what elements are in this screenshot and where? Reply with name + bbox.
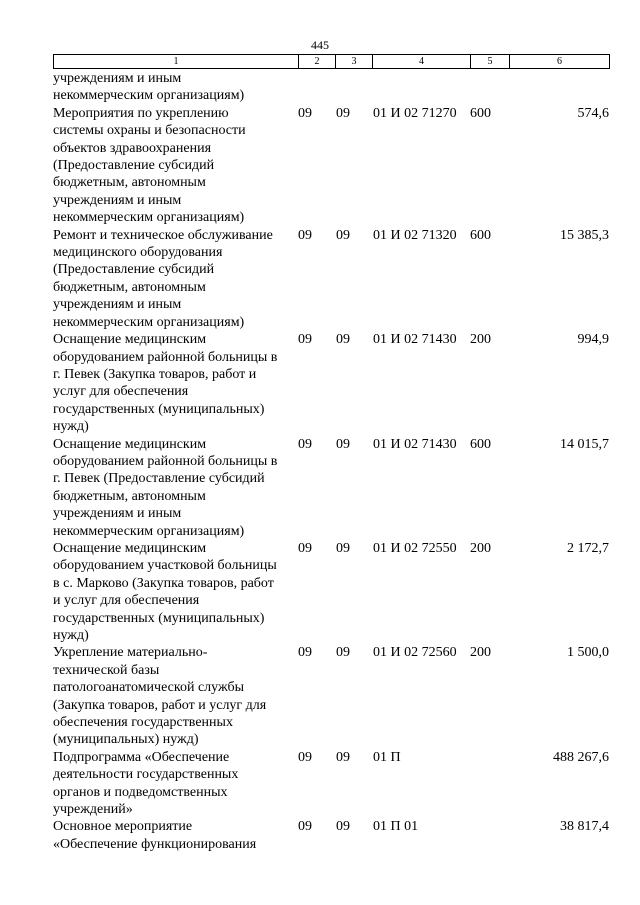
row-section: 09 — [298, 332, 312, 348]
row-amount: 574,6 — [577, 105, 609, 121]
row-section: 09 — [298, 227, 312, 243]
row-subsection: 09 — [336, 645, 350, 661]
row-section: 09 — [298, 819, 312, 835]
row-name: Основное мероприятие «Обеспечение функционирования — [53, 819, 257, 852]
row-section: 09 — [298, 540, 312, 556]
column-header-1: 1 — [54, 55, 299, 69]
row-section: 09 — [298, 105, 312, 121]
table-row — [53, 70, 609, 105]
row-amount: 15 385,3 — [560, 227, 609, 243]
row-amount: 488 267,6 — [553, 749, 609, 765]
row-target-code: 01 И 02 71430 — [373, 436, 457, 452]
row-expense-type: 600 — [470, 436, 491, 452]
row-target-code: 01 П 01 — [373, 819, 419, 835]
row-subsection: 09 — [336, 540, 350, 556]
row-target-code: 01 И 02 71320 — [373, 227, 457, 243]
row-subsection: 09 — [336, 819, 350, 835]
row-expense-type: 200 — [470, 645, 491, 661]
row-subsection: 09 — [336, 105, 350, 121]
row-expense-type: 600 — [470, 227, 491, 243]
row-amount: 38 817,4 — [560, 819, 609, 835]
column-header-6: 6 — [510, 55, 610, 69]
row-target-code: 01 И 02 72550 — [373, 540, 457, 556]
row-subsection: 09 — [336, 749, 350, 765]
row-amount: 1 500,0 — [567, 645, 609, 661]
page-number: 445 — [311, 38, 329, 52]
row-section: 09 — [298, 436, 312, 452]
row-amount: 14 015,7 — [560, 436, 609, 452]
row-target-code: 01 И 02 71430 — [373, 332, 457, 348]
table-row — [53, 227, 609, 331]
table-row — [53, 749, 609, 819]
row-expense-type: 600 — [470, 105, 491, 121]
table-row — [53, 540, 609, 644]
row-subsection: 09 — [336, 436, 350, 452]
row-target-code: 01 И 02 71270 — [373, 105, 457, 121]
row-name: Оснащение медицинским оборудованием участковой больницы в с. Марково (Закупка товаров, работ и услуг для обеспечения государственных (муниципальных) нужд) — [53, 540, 277, 643]
row-target-code: 01 П — [373, 749, 401, 765]
row-expense-type: 200 — [470, 540, 491, 556]
column-header-table — [53, 54, 610, 69]
row-target-code: 01 И 02 72560 — [373, 645, 457, 661]
row-name: Подпрограмма «Обеспечение деятельности государственных органов и подведомственных учреждений» — [53, 749, 239, 818]
row-expense-type: 200 — [470, 332, 491, 348]
row-amount: 2 172,7 — [567, 540, 609, 556]
column-header-5: 5 — [471, 55, 510, 69]
column-header-2: 2 — [299, 55, 336, 69]
row-name: Укрепление материально- технической базы патологоанатомической службы (Закупка товаров, работ и услуг для обеспечения государственных (муниципальных) нужд) — [53, 645, 267, 748]
table-row — [53, 818, 609, 853]
row-name: Оснащение медицинским оборудованием районной больницы в г. Певек (Закупка товаров, работ и услуг для обеспечения государственных (муниципальных) нужд) — [53, 332, 278, 435]
row-section: 09 — [298, 749, 312, 765]
row-name: Мероприятия по укреплению системы охраны и безопасности объектов здравоохранения (Предоставление субсидий бюджетным, автономным учреждениям и иным некоммерческим организациям) — [53, 105, 246, 226]
table-row — [53, 331, 609, 435]
table-row — [53, 644, 609, 748]
column-header-4: 4 — [373, 55, 471, 69]
column-header-3: 3 — [336, 55, 373, 69]
row-section: 09 — [298, 645, 312, 661]
budget-table-body — [53, 70, 609, 853]
table-row — [53, 105, 609, 227]
row-name: учреждениям и иным некоммерческим организациям) — [53, 71, 245, 104]
row-name: Оснащение медицинским оборудованием районной больницы в г. Певек (Предоставление субсидий бюджетным, автономным учреждениям и иным некоммерческим организациям) — [53, 436, 278, 539]
row-amount: 994,9 — [577, 332, 609, 348]
row-subsection: 09 — [336, 332, 350, 348]
row-name: Ремонт и техническое обслуживание медицинского оборудования (Предоставление субсидий бюджетным, автономным учреждениям и иным некоммерческим организациям) — [53, 227, 273, 330]
table-row — [53, 436, 609, 540]
column-header-row — [54, 55, 610, 69]
row-subsection: 09 — [336, 227, 350, 243]
